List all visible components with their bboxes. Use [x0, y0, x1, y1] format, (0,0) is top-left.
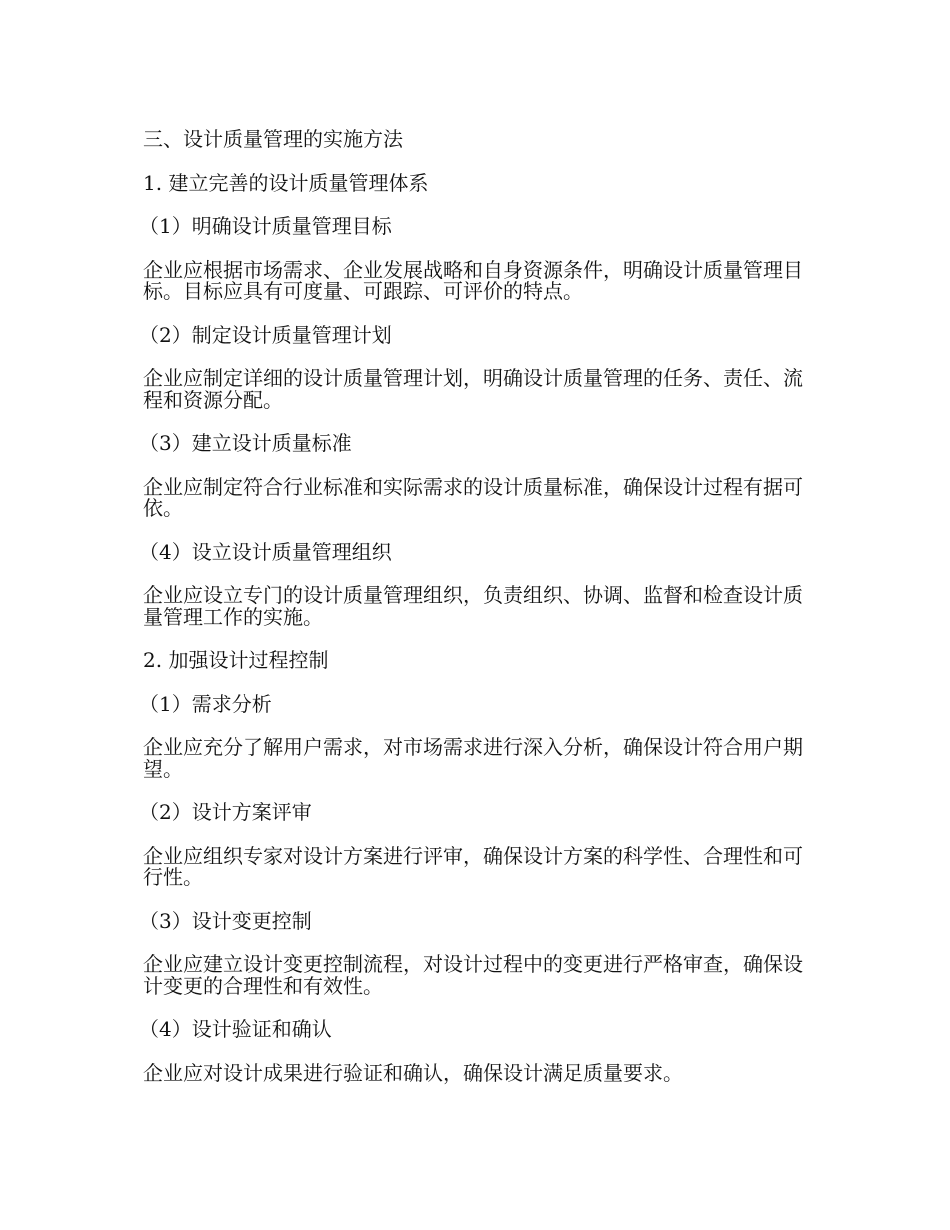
- part2-item4-body: 企业应对设计成果进行验证和确认，确保设计满足质量要求。: [143, 1060, 683, 1085]
- part2-item2-body: 企业应组织专家对设计方案进行评审，确保设计方案的科学性、合理性和可行性。: [143, 843, 803, 889]
- part1-item1-body: 企业应根据市场需求、企业发展战略和自身资源条件，明确设计质量管理目标。目标应具有可度量、可跟踪、可评价的特点。: [143, 257, 803, 303]
- part1-item2-body: 企业应制定详细的设计质量管理计划，明确设计质量管理的任务、责任、流程和资源分配。: [143, 366, 803, 412]
- section-heading: 三、设计质量管理的实施方法: [143, 127, 403, 151]
- part2-item4-title: （4）设计验证和确认: [139, 1017, 332, 1041]
- part2-heading: 2. 加强设计过程控制: [143, 648, 329, 672]
- part1-item3-title: （3）建立设计质量标准: [139, 431, 352, 455]
- part2-item1-title: （1）需求分析: [139, 691, 272, 716]
- part1-item4-body: 企业应设立专门的设计质量管理组织，负责组织、协调、监督和检查设计质量管理工作的实施。: [143, 583, 803, 629]
- part1-item2-title: （2）制定设计质量管理计划: [139, 322, 392, 347]
- document-body: [139, 127, 803, 1106]
- part2-item1-body: 企业应充分了解用户需求，对市场需求进行深入分析，确保设计符合用户期望。: [143, 735, 803, 781]
- part2-item3-title: （3）设计变更控制: [139, 908, 312, 933]
- part1-item3-body: 企业应制定符合行业标准和实际需求的设计质量标准，确保设计过程有据可依。: [143, 474, 803, 520]
- part2-item3-body: 企业应建立设计变更控制流程，对设计过程中的变更进行严格审查，确保设计变更的合理性和有效性。: [143, 952, 803, 998]
- part1-heading: 1. 建立完善的设计质量管理体系: [143, 170, 429, 195]
- part1-item1-title: （1）明确设计质量管理目标: [139, 214, 392, 238]
- part2-item2-title: （2）设计方案评审: [139, 800, 312, 824]
- part1-item4-title: （4）设立设计质量管理组织: [139, 539, 392, 564]
